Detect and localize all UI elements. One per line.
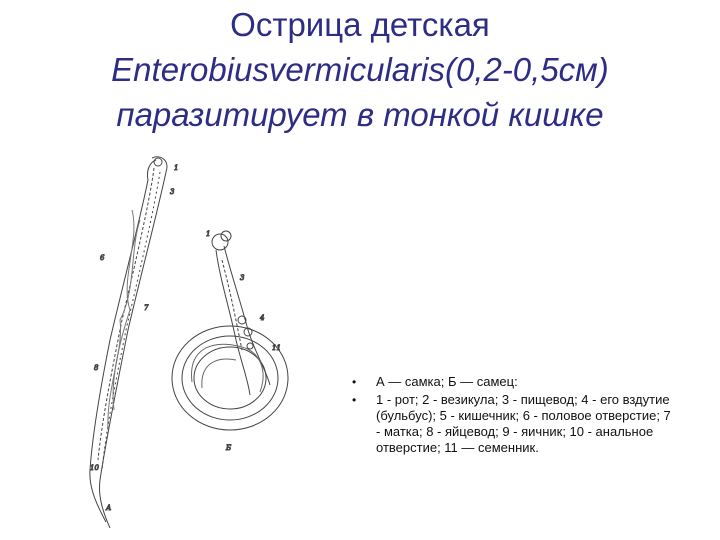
svg-text:1: 1 xyxy=(206,230,211,238)
caption-item: • А — самка; Б — самец: xyxy=(348,374,678,390)
slide-title xyxy=(20,2,700,137)
title-line-3: паразитирует в тонкой кишке xyxy=(116,96,604,133)
svg-text:А: А xyxy=(106,504,112,512)
male-worm-drawing xyxy=(172,230,288,452)
svg-text:10: 10 xyxy=(90,464,99,472)
title-line-2: Enterobiusvermicularis(0,2-0,5см) xyxy=(111,51,609,88)
title-line-1: Острица детская xyxy=(230,6,490,43)
svg-text:3: 3 xyxy=(240,274,245,282)
svg-text:4: 4 xyxy=(260,314,265,322)
pinworm-illustration xyxy=(80,150,330,535)
caption-list xyxy=(348,374,678,458)
svg-text:8: 8 xyxy=(94,364,99,372)
svg-text:Б: Б xyxy=(226,444,232,452)
caption-item: • 1 - рот; 2 - везикула; 3 - пищевод; 4 - его вздутие (бульбус); 5 - кишечник; 6 - половое отверстие; 7 - матка; 8 - яйцевод; 9 - яичник; 10 - анальное отверстие; 11 — семенник. xyxy=(348,392,678,456)
svg-text:1: 1 xyxy=(174,164,179,172)
svg-text:7: 7 xyxy=(144,304,149,312)
female-worm-drawing xyxy=(90,157,179,528)
svg-text:6: 6 xyxy=(100,254,105,262)
svg-text:11: 11 xyxy=(272,344,281,352)
svg-text:3: 3 xyxy=(170,188,175,196)
